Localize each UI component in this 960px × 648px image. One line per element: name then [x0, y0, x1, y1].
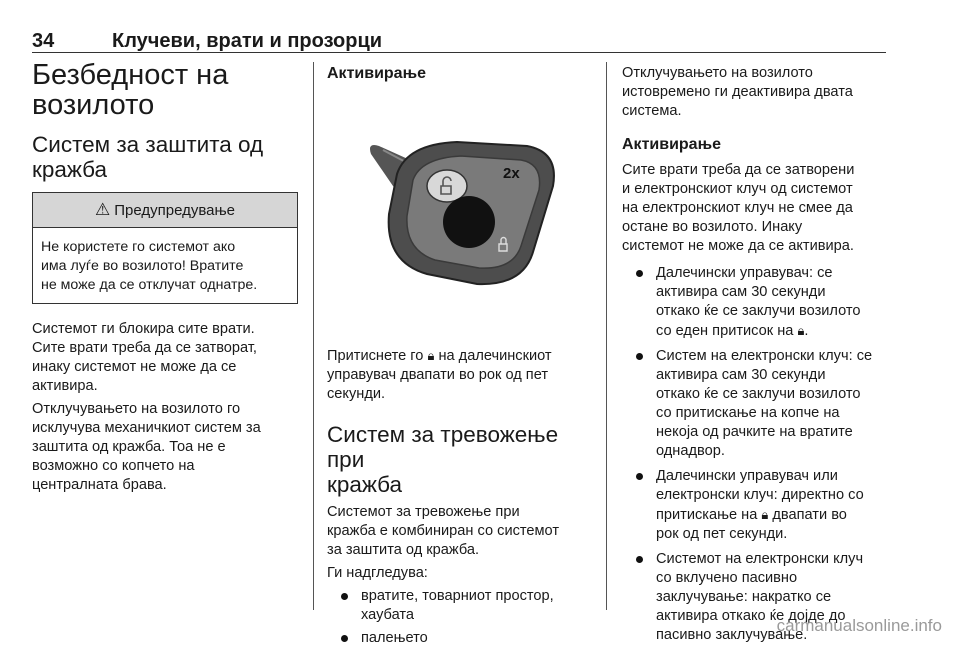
bullet-list — [622, 264, 888, 645]
paragraph: Системот за тревожење при кражба е комбиниран со системот за заштита од кражба. — [327, 504, 560, 558]
paragraph: Отклучувањето на возилото го исклучува механичкиот систем за заштита од кражба. Тоа не е возможно со копчето на централната брава. — [32, 401, 261, 493]
warning-text: Не користете го системот ако има луѓе во возилото! Вратите не може да се отклучат однатре. — [41, 239, 258, 293]
bullet-list — [327, 587, 591, 648]
list-item: Далечински управувач или електронски клуч: директно со притискање на 🔒︎ двапати во рок од пет секунди. — [622, 467, 888, 544]
lock-key-icon: 🔒︎ — [427, 348, 435, 363]
list-item: Систем на електронски клуч: се активира сам 30 секунди откако ќе се заклучи возилото со притискање на копче на некоја од рачките на вратите однадвор. — [622, 347, 888, 461]
warning-title: Предупредување — [114, 201, 236, 219]
column-1 — [32, 60, 300, 495]
section-title: Безбедност на возилото — [32, 59, 229, 121]
page-number: 34 — [32, 30, 55, 52]
list-item: Далечински управувач: се активира сам 30 секунди откако ќе се заклучи возилото со еден притисок на 🔒︎. — [622, 264, 888, 341]
column-2 — [327, 60, 591, 648]
subsection-title: Систем за тревожење при кражба — [327, 422, 559, 497]
paragraph: Отклучувањето на возилото истовремено ги деактивира двата системa. — [622, 65, 853, 119]
watermark: carmanualsonline.info — [776, 616, 942, 635]
list-item: Системот на електронски клуч со вклучено пасивно заклучување: накратко се активира откако ќе дојде до пасивно заклучување. — [622, 550, 888, 645]
subsection-title: Систем за заштита од кражба — [32, 132, 264, 182]
warning-box — [32, 192, 298, 304]
warning-icon: ⚠ — [94, 200, 111, 219]
key-fob-illustration — [327, 94, 591, 304]
lock-key-icon: 🔒︎ — [761, 507, 769, 522]
list-item: вратите, товарниот простор, хаубата — [327, 587, 591, 625]
lock-key-icon: 🔒︎ — [797, 323, 805, 338]
column-divider — [313, 62, 314, 610]
page-header — [32, 30, 886, 53]
column-3 — [622, 60, 888, 645]
warning-header — [33, 193, 297, 228]
lock-button — [443, 196, 495, 248]
figure-label: 2x — [503, 165, 520, 182]
column-divider — [606, 62, 607, 610]
subheading-activation: Активирање — [622, 136, 721, 153]
key-fob-figure — [327, 94, 591, 304]
list-item: палењето — [327, 629, 591, 648]
paragraph: Системот ги блокира сите врати. Сите врати треба да се затворат, инаку системот не може да се активира. — [32, 321, 257, 394]
subheading-activation: Активирање — [327, 65, 426, 82]
chapter-title: Клучеви, врати и прозорци — [112, 30, 383, 52]
paragraph: Ги надгледува: — [327, 565, 428, 581]
paragraph: Сите врати треба да се затворени и електронскиот клуч од системот на електронскиот клуч не смее да остане во возилото. Инаку системот не може да се активира. — [622, 162, 855, 254]
paragraph: Притиснете го 🔒︎ на далечинскиот управувач двапати во рок од пет секунди. — [327, 348, 552, 402]
